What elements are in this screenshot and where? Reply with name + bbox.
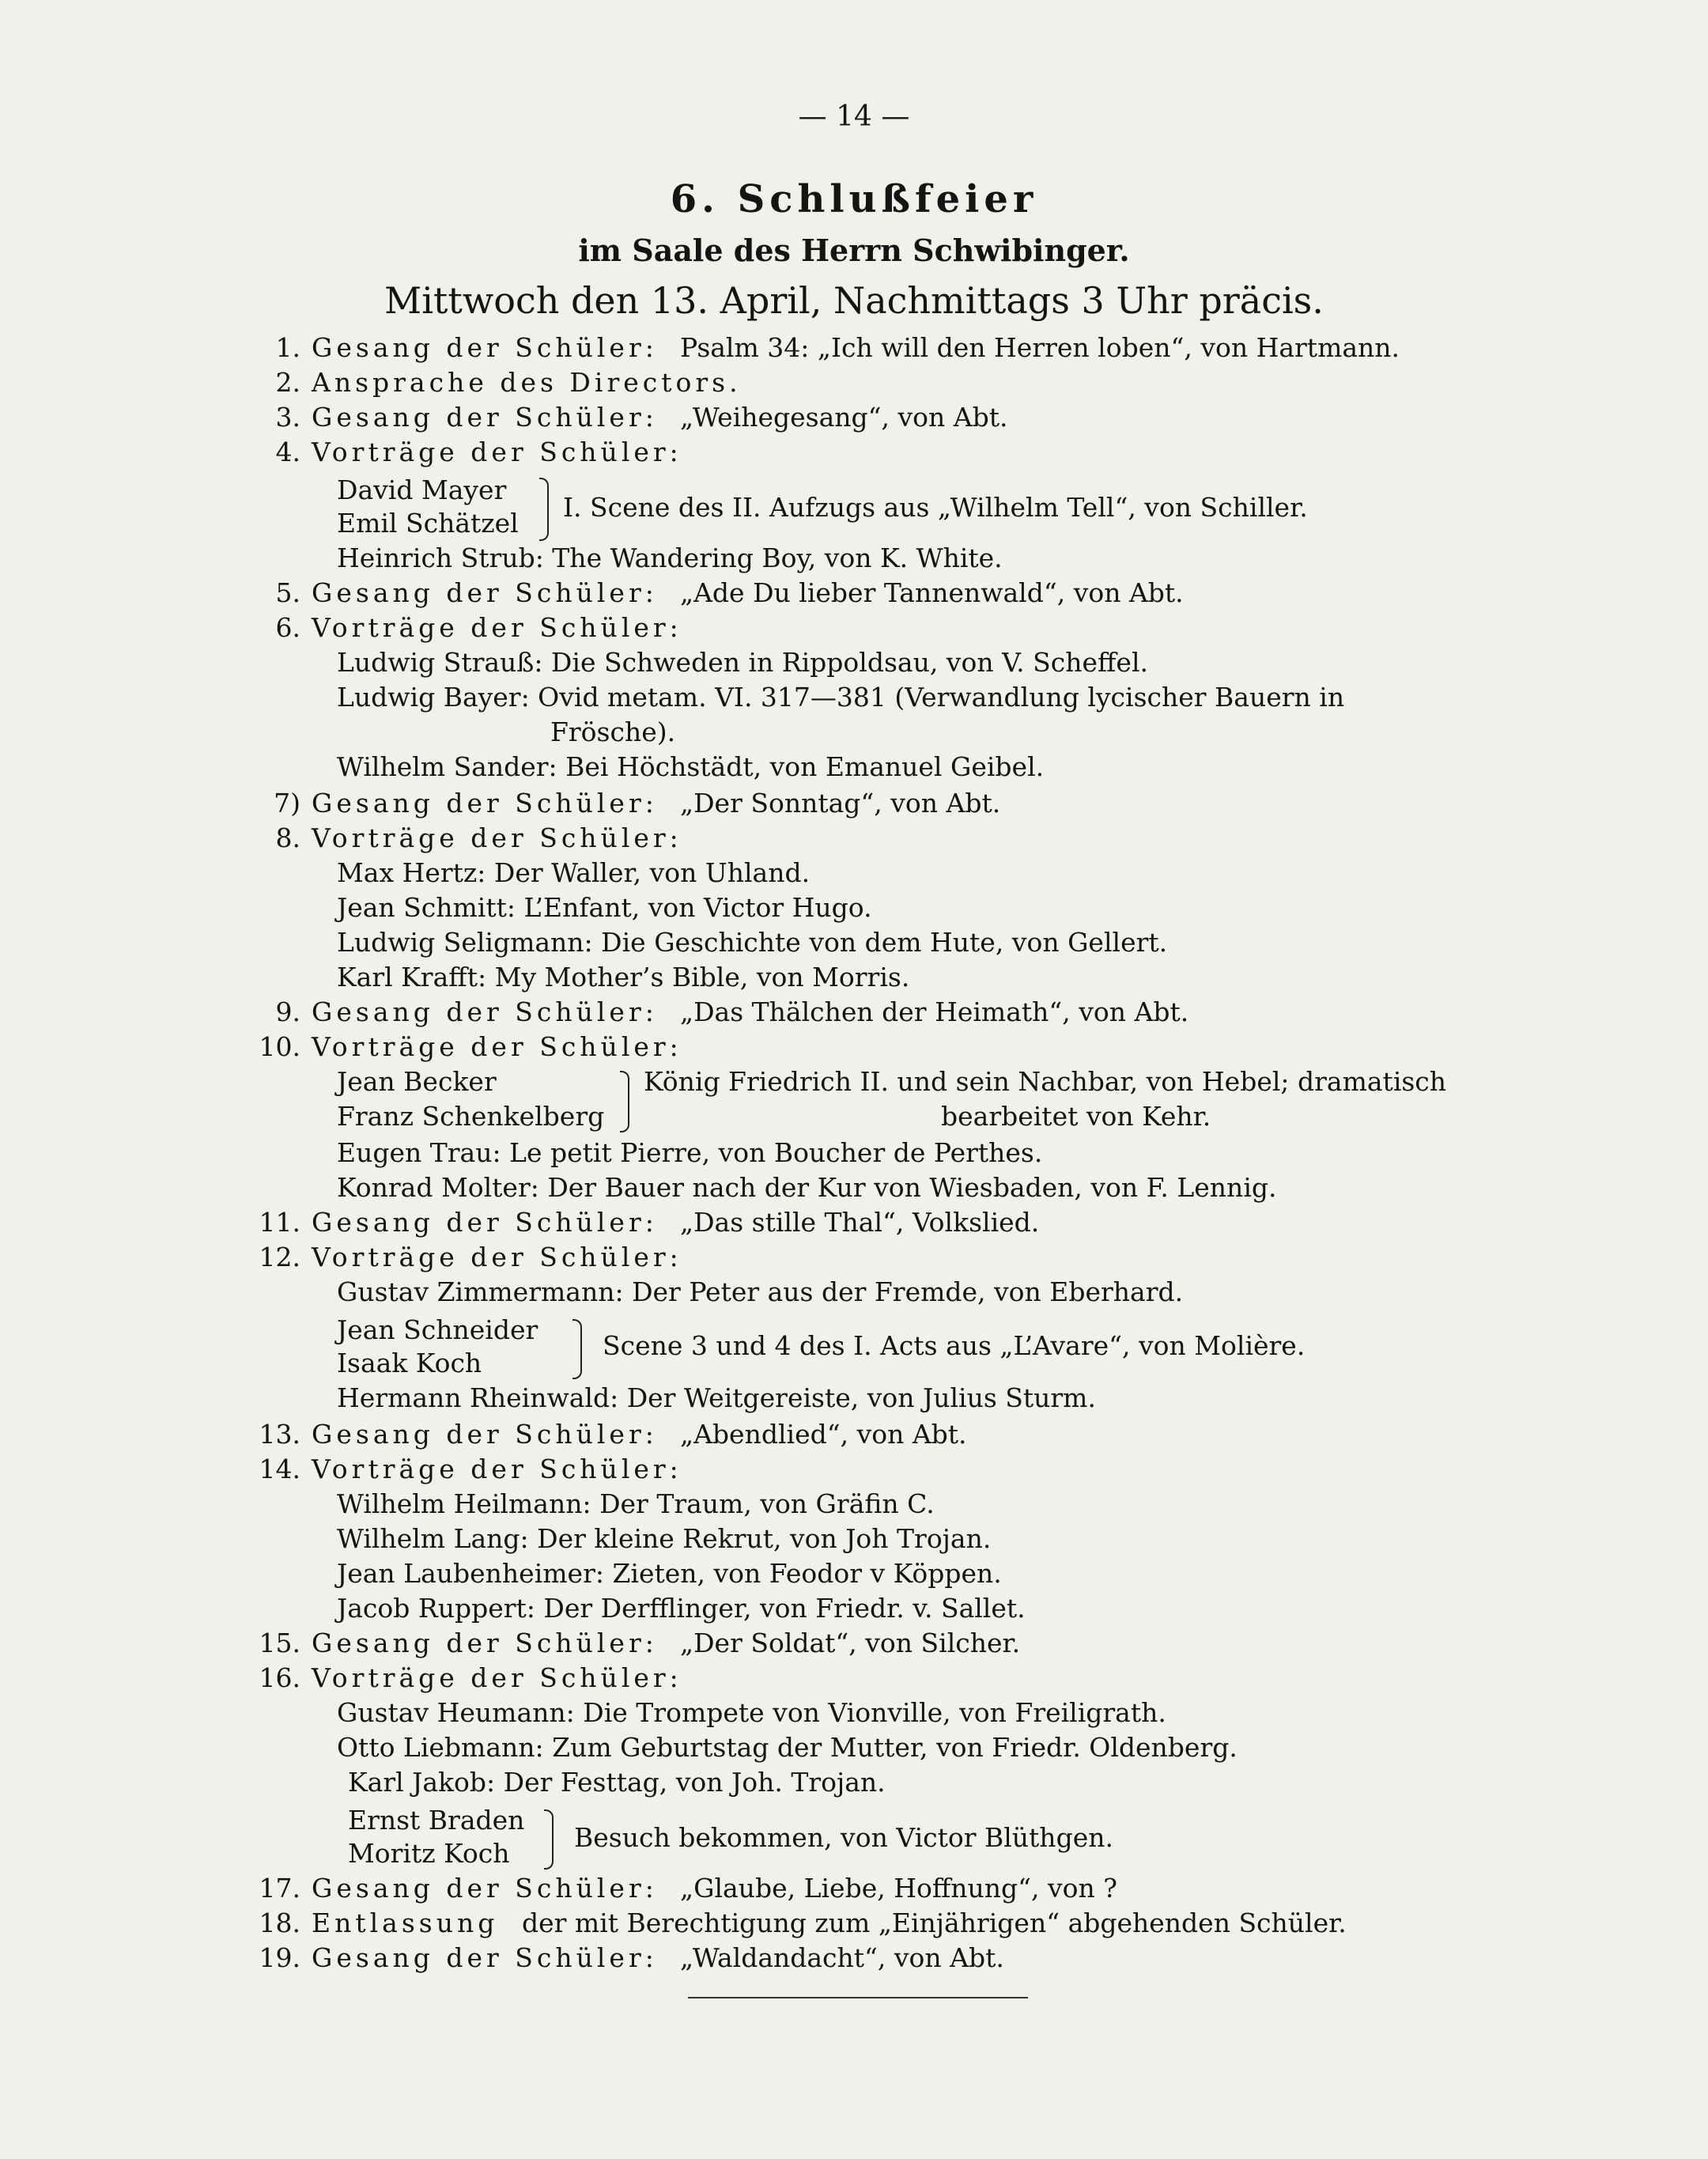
section-heading: 6. Schlußfeier bbox=[670, 177, 1038, 221]
date-line: Mittwoch den 13. April, Nachmittags 3 Uhr präcis. bbox=[384, 279, 1324, 322]
venue-line: im Saale des Herrn Schwibinger. bbox=[578, 233, 1130, 268]
closing-rule bbox=[688, 1997, 1028, 1998]
page-number: — 14 — bbox=[798, 100, 910, 133]
document-page: — 14 — 6. Schlußfeier im Saale des Herrn Schwibinger. Mittwoch den 13. April, Nachmittags 3 Uhr präcis. 1. Gesang der Schüler: Psalm 34: „Ich will den Herren loben“, von Hartmann. 2. Ansprache des Directors. 3. Gesang der Schüler: „Weihegesang“, von Abt. 4. Vorträge der Schüler: David Mayer Emil Schätzel I. Scene des II. Aufzugs aus „Wilhelm Tell“, von Schiller. Heinrich Strub: The Wandering Boy, von K. White. 5. Gesang der Schüler: „Ade Du lieber Tannenwald“, von Abt. 6. Vorträge der Schüler: Ludwig Strauß: Die Schweden in Rippoldsau, von V. Scheffel. Ludwig Bayer: Ovid metam. VI. 317—381 (Verwandlung lycischer Bauern in Frösche). Wilhelm Sander: Bei Höchstädt, von Emanuel Geibel. 7) Gesang der Schüler: „Der Sonntag“, von Abt. 8. Vorträge der Schüler: Max Hertz: Der Waller, von Uhland. Jean Schmitt: L’Enfant, von Victor Hugo. Ludwig Seligmann: Die Geschichte von dem Hute, von Gellert. Karl Krafft: My Mother’s Bible, von Morris. 9. Gesang der Schüler: „Das Thälchen der Heimath“, von Abt. 10. Vorträge der Schüler: Jean Becker Franz Schenkelberg König Friedrich II. und sein Nachbar, von Hebel; dramatisch bearbeitet von Kehr. Eugen Trau: Le petit Pierre, von Boucher de Perthes. Konrad Molter: Der Bauer nach der Kur von Wiesbaden, von F. Lennig. 11. Gesang der Schüler: „Das stille Thal“, Volkslied. 12. Vorträge der Schüler: Gustav Zimmermann: Der Peter aus der Fremde, von Eberhard. Jean Schneider Isaak Koch Scene 3 und 4 des I. Acts aus „L’Avare“, von Molière. Hermann Rheinwald: Der Weitgereiste, von Julius Sturm. 13. Gesang der Schüler: „Abendlied“, von Abt. 14. Vorträge der Schüler: Wilhelm Heilmann: Der Traum, von Gräfin C. Wilhelm Lang: Der kleine Rekrut, von Joh Trojan. Jean Laubenheimer: Zieten, von Feodor v Köppen. Jacob Ruppert: Der Derfflinger, von Friedr. v. Sallet. 15. Gesang der Schüler: „Der Soldat“, von Silcher. 16. Vorträge der Schüler: Gustav Heumann: Die Trompete von Vionville, von Freiligrath. Otto Liebmann: Zum Geburtstag der Mutter, von Friedr. Oldenberg. Karl Jakob: Der Festtag, von Joh. Trojan. Ernst Braden Moritz Koch Besuch bekommen, von Victor Blüthgen. 17. Gesang der Schüler: „Glaube, Liebe, Hoffnung“, von ? 18. Entlassung der mit Berechtigung zum „Einjährigen“ abgehenden Schüler. 19. Gesang der Schüler: „Waldandacht“, von Abt. bbox=[0, 0, 1708, 2159]
